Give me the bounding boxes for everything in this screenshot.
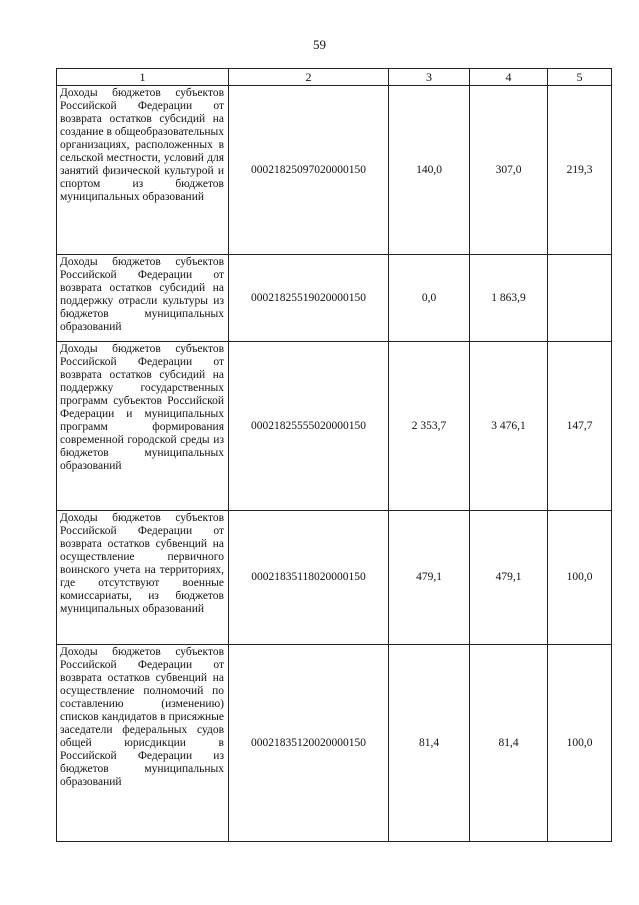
value-col5-cell: 100,0 [548,645,612,842]
budget-code-cell: 00021825097020000150 [229,86,389,255]
revenue-name-cell [57,645,229,842]
column-header-2: 2 [229,69,389,86]
budget-code-cell: 00021825555020000150 [229,342,389,511]
budget-revenue-table [56,68,612,842]
budget-code-cell: 00021835120020000150 [229,645,389,842]
value-col5-cell: 147,7 [548,342,612,511]
value-col4-cell: 1 863,9 [470,255,548,342]
table-row [57,645,612,842]
value-col3-cell: 140,0 [389,86,470,255]
value-col3-cell: 479,1 [389,511,470,645]
value-col3-cell: 81,4 [389,645,470,842]
revenue-name-cell [57,342,229,511]
revenue-name: Доходы бюджетов субъектов Российской Федерации от возврата остатков субсидий на создание в общеобразовательных организациях, расположенных в сельской местности, условий для занятий физической культурой и спортом из бюджетов муниципальных образований [60,87,224,203]
revenue-name-cell [57,255,229,342]
table-row [57,511,612,645]
budget-code-cell: 00021825519020000150 [229,255,389,342]
value-col3-cell: 2 353,7 [389,342,470,511]
revenue-name: Доходы бюджетов субъектов Российской Федерации от возврата остатков субвенций на осуществление полномочий по составлению (изменению) списков кандидатов в присяжные заседатели федеральных судов общей юрисдикции в Российской Федерации из бюджетов муниципальных образований [60,646,224,788]
revenue-name: Доходы бюджетов субъектов Российской Федерации от возврата остатков субсидий на поддержку отрасли культуры из бюджетов муниципальных образований [60,256,224,333]
revenue-name-cell [57,511,229,645]
table-header-row [57,69,612,86]
column-header-1: 1 [57,69,229,86]
value-col4-cell: 479,1 [470,511,548,645]
value-col5-cell: 219,3 [548,86,612,255]
revenue-name: Доходы бюджетов субъектов Российской Федерации от возврата остатков субсидий на поддержку государственных программ субъектов Российской Федерации и муниципальных программ формирования современной городской среды из бюджетов муниципальных образований [60,343,224,472]
revenue-name: Доходы бюджетов субъектов Российской Федерации от возврата остатков субвенций на осуществление первичного воинского учета на территориях, где отсутствуют военные комиссариаты, из бюджетов муниципальных образований [60,512,224,615]
table-row [57,342,612,511]
column-header-5: 5 [548,69,612,86]
value-col4-cell: 307,0 [470,86,548,255]
value-col3-cell: 0,0 [389,255,470,342]
budget-code-cell: 00021835118020000150 [229,511,389,645]
table-row [57,86,612,255]
revenue-name-cell [57,86,229,255]
value-col5-cell [548,255,612,342]
column-header-3: 3 [389,69,470,86]
value-col4-cell: 81,4 [470,645,548,842]
page-number: 59 [313,37,326,52]
value-col4-cell: 3 476,1 [470,342,548,511]
value-col5-cell: 100,0 [548,511,612,645]
column-header-4: 4 [470,69,548,86]
table-row [57,255,612,342]
